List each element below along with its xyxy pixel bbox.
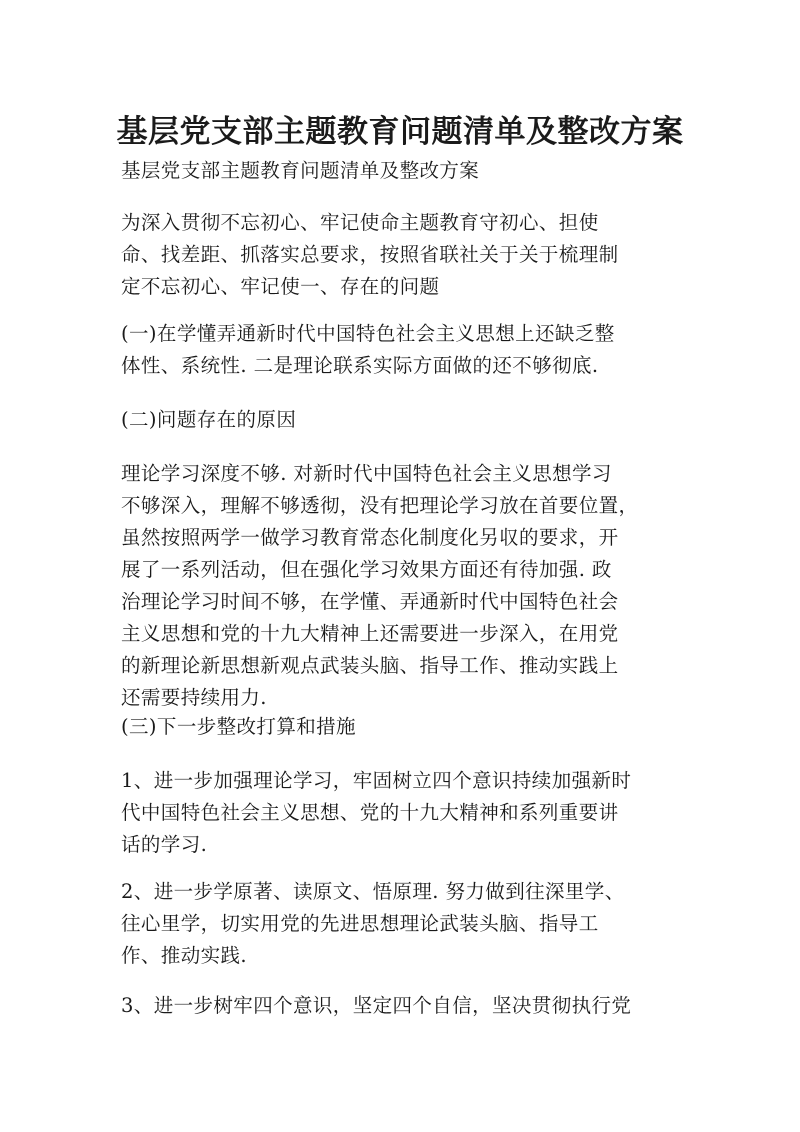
text-line: 治理论学习时间不够，在学懂、弄通新时代中国特色社会 bbox=[121, 590, 619, 613]
text-line: 不够深入，理解不够透彻，没有把理论学习放在首要位置， bbox=[121, 494, 639, 517]
text-line: 作、推动实践. bbox=[121, 944, 247, 967]
text-line: 还需要持续用力. bbox=[121, 686, 267, 709]
section-one-paragraph bbox=[121, 318, 681, 382]
text-line: 话的学习. bbox=[121, 833, 208, 856]
text-line: (一)在学懂弄通新时代中国特色社会主义思想上还缺乏整 bbox=[121, 322, 615, 345]
text-line: 理论学习深度不够. 对新时代中国特色社会主义思想学习 bbox=[121, 462, 612, 485]
text-line: 代中国特色社会主义思想、党的十九大精神和系列重要讲 bbox=[121, 801, 619, 824]
measure-one-paragraph bbox=[121, 765, 681, 861]
section-three-heading bbox=[121, 711, 681, 743]
text-line: 1、进一步加强理论学习，牢固树立四个意识持续加强新时 bbox=[121, 769, 632, 792]
text-line: (二)问题存在的原因 bbox=[121, 408, 297, 431]
text-line: 体性、系统性. 二是理论联系实际方面做的还不够彻底. bbox=[121, 354, 599, 377]
intro-paragraph bbox=[121, 207, 681, 303]
text-line: 2、进一步学原著、读原文、悟原理. 努力做到往深里学、 bbox=[121, 880, 625, 903]
document-subtitle bbox=[121, 155, 681, 187]
subtitle-line: 基层党支部主题教育问题清单及整改方案 bbox=[121, 159, 480, 182]
text-line: 虽然按照两学一做学习教育常态化制度化另収的要求，开 bbox=[121, 526, 619, 549]
document-title: 基层党支部主题教育问题清单及整改方案 bbox=[116, 114, 684, 150]
text-line: 定不忘初心、牢记使一、存在的问题 bbox=[121, 275, 440, 298]
text-line: 主义思想和党的十九大精神上还需要进一步深入，在用党 bbox=[121, 622, 619, 645]
measure-two-paragraph bbox=[121, 876, 681, 972]
section-two-heading bbox=[121, 404, 681, 436]
text-line: 展了一系列活动，但在强化学习效果方面还有待加强. 政 bbox=[121, 558, 612, 581]
text-line: 为深入贯彻不忘初心、牢记使命主题教育守初心、担使 bbox=[121, 211, 599, 234]
measure-three-paragraph bbox=[121, 990, 681, 1022]
causes-paragraph bbox=[121, 458, 681, 714]
text-line: 命、找差距、抓落实总要求，按照省联社关于关于梳理制 bbox=[121, 243, 619, 266]
text-line: (三)下一步整改打算和措施 bbox=[121, 715, 356, 738]
text-line: 3、进一步树牢四个意识，坚定四个自信，坚决贯彻执行党 bbox=[121, 994, 632, 1017]
text-line: 的新理论新思想新观点武装头脑、指导工作、推动实践上 bbox=[121, 654, 619, 677]
text-line: 往心里学，切实用党的先进思想理论武装头脑、指导工 bbox=[121, 912, 599, 935]
